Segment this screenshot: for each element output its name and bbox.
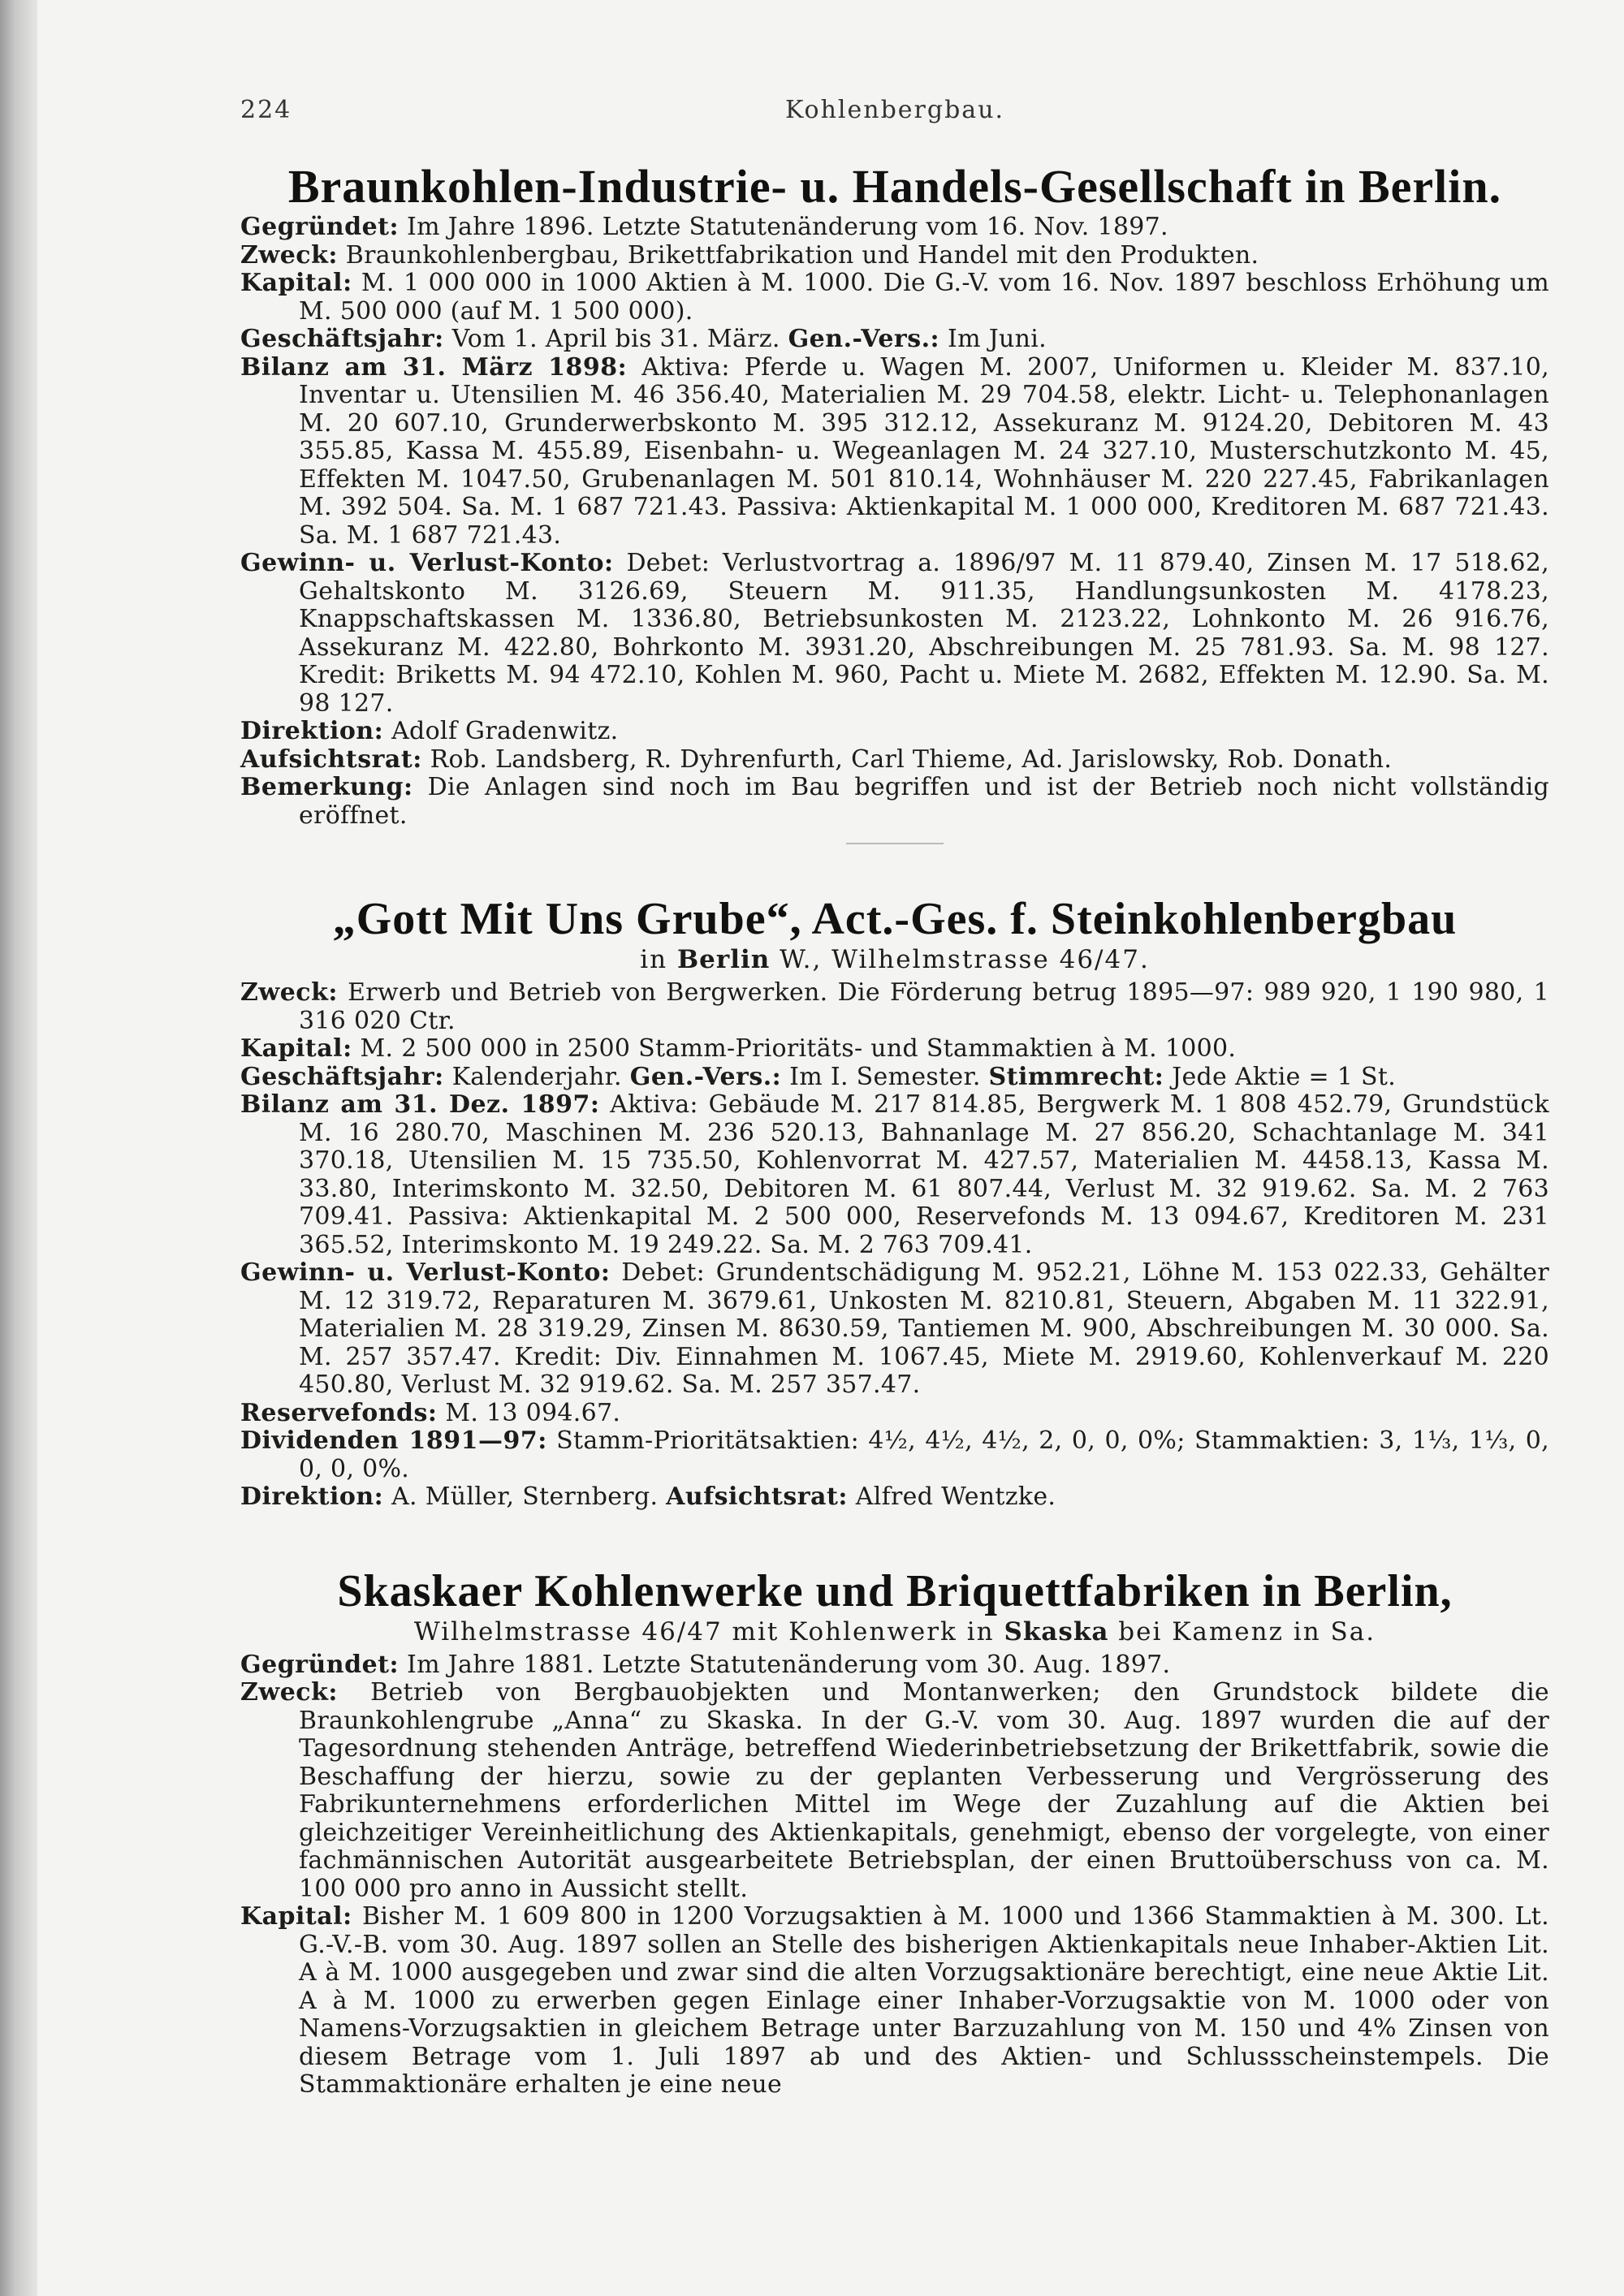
entry-text: Braunkohlenbergbau, Brikettfabrikation und Handel mit den Produkten. [345, 240, 1259, 270]
company-section [240, 159, 1549, 844]
entry-text: Betrieb von Bergbauobjekten und Montanwerken; den Grundstock bildete die Braunkohlengrube „Anna“ zu Skaska. In der G.-V. vom 30. Aug. 1897 wurden die auf der Tagesordnung stehenden Anträge, betreffend Wiederinbetriebsetzung der Brikettfabrik, sowie die Beschaffung der hierzu, sowie zu der geplanten Verbesserung und Vergrösserung des Fabrikunternehmens erforderlichen Mittel im Wege der Zuzahlung auf die Aktien bei gleichzeitiger Vereinheitlichung des Aktienkapitals, genehmigt, ebenso der vorgelegte, von einer fachmännischen Autorität ausgearbeitete Betriebsplan, der einen Bruttoüberschuss von ca. M. 100 000 pro anno in Aussicht stellt. [299, 1678, 1549, 1903]
entry-label: Bemerkung: [240, 773, 413, 801]
company-title: Skaskaer Kohlenwerke und Briquettfabriken in Berlin, [337, 1565, 1453, 1616]
entry-dividends [240, 1427, 1549, 1483]
entry-purpose [240, 1679, 1549, 1903]
entry-text: M. 13 094.67. [445, 1398, 621, 1427]
section-divider [846, 843, 944, 844]
company-section [240, 893, 1549, 1512]
entry-text: Debet: Verlustvortrag a. 1896/97 M. 11 879.40, Zinsen M. 17 518.62, Gehaltskonto M. 3126.69, Steuern M. 911.35, Handlungsunkosten M. 4178.23, Knappschaftskassen M. 1336.80, Betriebsunkosten M. 2123.22, Lohnkonto M. 26 916.76, Assekuranz M. 422.80, Bohrkonto M. 3931.20, Abschreibungen M. 25 781.93. Sa. M. 98 127. Kredit: Briketts M. 94 472.10, Kohlen M. 960, Pacht u. Miete M. 2682, Effekten M. 12.90. Sa. M. 98 127. [299, 549, 1549, 718]
entry-text: Alfred Wentzke. [855, 1482, 1056, 1511]
entry-purpose [240, 242, 1549, 270]
entry-label: Geschäftsjahr: [240, 1062, 444, 1091]
entry-text: Kalenderjahr. [451, 1062, 622, 1091]
company-section [240, 1565, 1549, 2100]
entry-text: A. Müller, Sternberg. [391, 1482, 659, 1511]
entry-label: Zweck: [240, 240, 338, 270]
entry-text: Debet: Grundentschädigung M. 952.21, Löhne M. 153 022.33, Gehälter M. 12 319.72, Reparaturen M. 3679.61, Unkosten M. 8210.81, Steuern, Abgaben M. 11 322.91, Materialien M. 28 319.29, Zinsen M. 8630.59, Tantiemen M. 900, Abschreibungen M. 30 000. Sa. M. 257 357.47. Kredit: Div. Einnahmen M. 1067.45, Miete M. 2919.60, Kohlenverkauf M. 220 450.80, Verlust M. 32 919.62. Sa. M. 257 357.47. [299, 1258, 1550, 1399]
entry-text: Aktiva: Gebäude M. 217 814.85, Bergwerk M. 1 808 452.79, Grundstück M. 16 280.70, Maschinen M. 236 520.13, Bahnanlage M. 27 856.20, Schachtanlage M. 341 370.18, Utensilien M. 15 735.50, Kohlenvorrat M. 427.57, Materialien M. 4458.13, Kassa M. 33.80, Interimskonto M. 32.50, Debitoren M. 61 807.44, Verlust M. 32 919.62. Sa. M. 2 763 709.41. Passiva: Aktienkapital M. 2 500 000, Reservefonds M. 13 094.67, Kreditoren M. 231 365.52, Interimskonto M. 19 249.22. Sa. M. 2 763 709.41. [299, 1090, 1549, 1259]
entry-text: Vom 1. April bis 31. März. [451, 325, 780, 353]
entry-balance [240, 354, 1549, 550]
entry-label: Aufsichtsrat: [240, 744, 422, 774]
page-number: 224 [240, 96, 292, 124]
entry-label: Stimmrecht: [988, 1062, 1164, 1091]
entry-purpose [240, 979, 1549, 1035]
entry-text: M. 1 000 000 in 1000 Aktien à M. 1000. Die G.-V. vom 16. Nov. 1897 beschloss Erhöhung um M. 500 000 (auf M. 1 500 000). [299, 269, 1549, 326]
entry-board [240, 746, 1549, 775]
entry-profit-loss [240, 1259, 1549, 1400]
entry-label: Gegründet: [240, 213, 400, 241]
entry-capital [240, 270, 1549, 326]
entry-label: Kapital: [240, 1034, 352, 1063]
entry-label: Gen.-Vers.: [629, 1062, 782, 1091]
entry-fiscal-year [240, 1064, 1549, 1092]
entry-text: Rob. Landsberg, R. Dyhrenfurth, Carl Thieme, Ad. Jarislowsky, Rob. Donath. [430, 744, 1393, 774]
entry-capital [240, 1903, 1549, 2100]
entry-text: Bisher M. 1 609 800 in 1200 Vorzugsaktien à M. 1000 und 1366 Stammaktien à M. 300. Lt. G.-V.-B. vom 30. Aug. 1897 sollen an Stelle des bisherigen Aktienkapitals neue Inhaber-Aktien Lit. A à M. 1000 ausgegeben und zwar sind die alten Vorzugsaktionäre berechtigt, eine neue Aktie Lit. A à M. 1000 zu erwerben gegen Einlage einer Inhaber-Vorzugsaktie von M. 1000 oder von Namens-Vorzugsaktien in gleichem Betrage unter Barzuzahlung von M. 150 und 4% Zinsen von diesem Betrage vom 1. Juli 1897 ab und des Aktien- und Schlussscheinstempels. Die Stammaktionäre erhalten je eine neue [299, 1902, 1549, 2099]
entry-label: Dividenden 1891—97: [240, 1426, 547, 1455]
entry-label: Zweck: [240, 1678, 338, 1707]
company-subtitle: Wilhelmstrasse 46/47 mit Kohlenwerk in Skaska bei Kamenz in Sa. [413, 1616, 1376, 1646]
entry-founded [240, 1651, 1549, 1680]
entry-text: Stamm-Prioritätsaktien: 4½, 4½, 4½, 2, 0, 0, 0%; Stammaktien: 3, 1⅓, 1⅓, 0, 0, 0, 0%. [299, 1426, 1550, 1483]
entry-text: M. 2 500 000 in 2500 Stamm-Prioritäts- und Stammaktien à M. 1000. [360, 1034, 1237, 1063]
entry-text: Im Juni. [947, 325, 1047, 353]
entry-text: Im I. Semester. [789, 1062, 981, 1091]
entry-label: Zweck: [240, 978, 338, 1007]
entry-label: Gewinn- u. Verlust-Konto: [240, 549, 614, 577]
entry-label: Gen.-Vers.: [788, 325, 940, 353]
entry-text: Die Anlagen sind noch im Bau begriffen und ist der Betrieb noch nicht vollständig eröffnet. [299, 773, 1549, 830]
entry-label: Aufsichtsrat: [666, 1482, 848, 1511]
entry-founded [240, 214, 1549, 242]
company-subtitle: in Berlin W., Wilhelmstrasse 46/47. [640, 945, 1150, 974]
entry-remark [240, 774, 1549, 830]
entry-text: Erwerb und Betrieb von Bergwerken. Die Förderung betrug 1895—97: 989 920, 1 190 980, 1 316 020 Ctr. [299, 978, 1550, 1035]
scan-edge [0, 0, 37, 2296]
entry-management [240, 718, 1549, 746]
company-title: Braunkohlen-Industrie- u. Handels-Gesellschaft in Berlin. [287, 160, 1502, 213]
entry-capital [240, 1035, 1549, 1064]
entry-label: Geschäftsjahr: [240, 325, 444, 353]
place-name: Skaska [1004, 1616, 1109, 1646]
entry-text: Im Jahre 1881. Letzte Statutenänderung vom 30. Aug. 1897. [406, 1650, 1171, 1679]
entry-label: Gegründet: [240, 1650, 400, 1679]
entry-profit-loss [240, 550, 1549, 718]
entry-text: Im Jahre 1896. Letzte Statutenänderung vom 16. Nov. 1897. [406, 213, 1168, 241]
entry-label: Reservefonds: [240, 1398, 438, 1427]
entry-label: Gewinn- u. Verlust-Konto: [240, 1258, 611, 1287]
entry-balance [240, 1091, 1549, 1259]
entry-label: Kapital: [240, 269, 352, 297]
entry-label: Kapital: [240, 1902, 352, 1931]
company-title: „Gott Mit Uns Grube“, Act.-Ges. f. Steinkohlenbergbau [332, 894, 1458, 944]
entry-label: Bilanz am 31. Dez. 1897: [240, 1090, 600, 1119]
running-title: Kohlenbergbau. [784, 96, 1005, 124]
entry-management [240, 1483, 1549, 1512]
entry-text: Aktiva: Pferde u. Wagen M. 2007, Uniformen u. Kleider M. 837.10, Inventar u. Utensilien M. 46 356.40, Materialien M. 29 704.58, elektr. Licht- u. Telephonanlagen M. 20 607.10, Grunderwerbskonto M. 395 312.12, Assekuranz M. 9124.20, Debitoren M. 43 355.85, Kassa M. 455.89, Eisenbahn- u. Wegeanlagen M. 24 327.10, Musterschutzkonto M. 45, Effekten M. 1047.50, Grubenanlagen M. 501 810.14, Wohnhäuser M. 220 227.45, Fabrikanlagen M. 392 504. Sa. M. 1 687 721.43. Passiva: Aktienkapital M. 1 000 000, Kreditoren M. 687 721.43. Sa. M. 1 687 721.43. [299, 352, 1549, 550]
running-head [240, 96, 1549, 145]
entry-label: Bilanz am 31. März 1898: [240, 352, 628, 382]
entry-label: Direktion: [240, 1482, 384, 1511]
entry-reserve [240, 1400, 1549, 1428]
entry-fiscal-year [240, 326, 1549, 354]
city-name: Berlin [676, 945, 771, 974]
page [240, 96, 1549, 2100]
entry-text: Adolf Gradenwitz. [391, 717, 619, 745]
entry-text: Jede Aktie = 1 St. [1172, 1062, 1397, 1091]
entry-label: Direktion: [240, 717, 384, 745]
